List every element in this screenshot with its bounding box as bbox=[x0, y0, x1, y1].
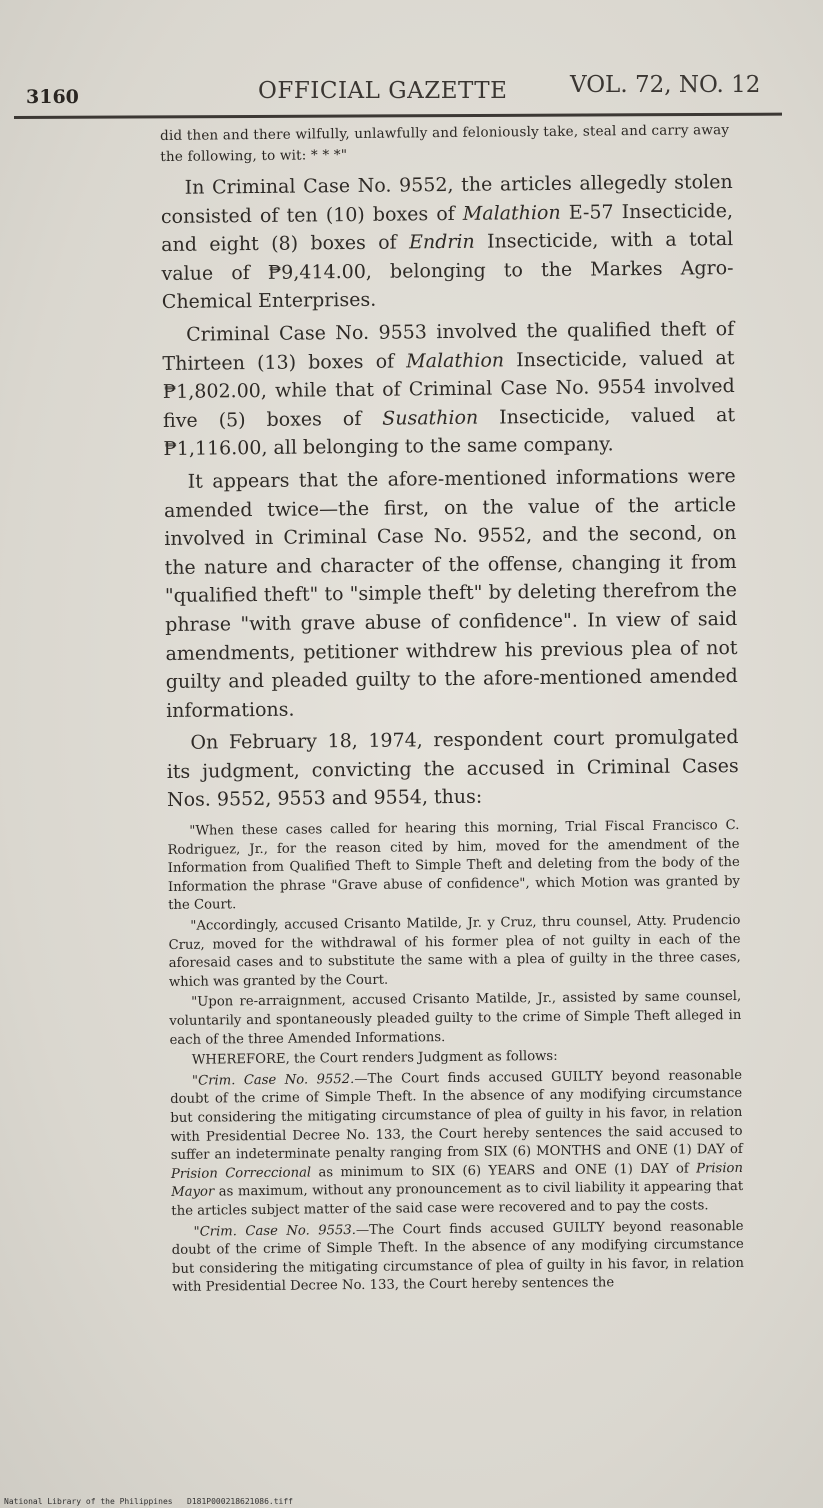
quote-case-9553: "Crim. Case No. 9553.—The Court finds accused GUILTY beyond reasonable doubt of the crime of Simple Theft. In the absence of any modifying circumstance but considering the mitigating circumstance of plea of guilty in his favor, in relation with Presidential Decree No. 133, the Court hereby sentences the bbox=[171, 1218, 745, 1296]
paragraph-judgment-intro: On February 18, 1974, respondent court promulgated its judgment, convicting the accused in Criminal Cases Nos. 9552, 9553 and 9554, thus: bbox=[166, 726, 739, 812]
paragraph-case-9552: In Criminal Case No. 9552, the articles allegedly stolen consisted of ten (10) boxes of Malathion E-57 Insecticide, and eight (8) boxes of Endrin Insecticide, with a total value of ₱9,414.00, belonging to the Markes Agro-Chemical Enterprises. bbox=[160, 171, 734, 314]
article-body bbox=[160, 120, 744, 1298]
paragraph-case-9553-9554: Criminal Case No. 9553 involved the qualified theft of Thirteen (13) boxes of Malathion Insecticide, valued at ₱1,802.00, while that of Criminal Case No. 9554 involved five (5) boxes of Susathion Insecticide, valued at ₱1,116.00, all belonging to the same company. bbox=[162, 317, 736, 461]
page-number: 3160 bbox=[26, 86, 79, 108]
header-rule bbox=[14, 113, 782, 119]
footer-library: National Library of the Philippines bbox=[4, 1497, 173, 1506]
publication-title: OFFICIAL GAZETTE bbox=[258, 78, 508, 104]
scan-footer bbox=[4, 1497, 293, 1507]
quote-hearing: "When these cases called for hearing this morning, Trial Fiscal Francisco C. Rodriguez, Jr., for the reason cited by him, moved for the amendment of the Information from Qualified Theft to Simple Theft and deleting from the body of the Information the phrase "Grave abuse of confidence", which Motion was granted by the Court. bbox=[167, 818, 741, 914]
volume-number: VOL. 72, NO. 12 bbox=[570, 72, 761, 98]
quote-withdrawal: "Accordingly, accused Crisanto Matilde, Jr. y Cruz, thru counsel, Atty. Prudencio Cruz, moved for the withdrawal of his former plea of not guilty in each of the aforesaid cases and to substitute the same with a plea of guilty in the three cases, which was granted by the Court. bbox=[168, 912, 741, 990]
quote-case-9552: "Crim. Case No. 9552.—The Court finds accused GUILTY beyond reasonable doubt of the crime of Simple Theft. In the absence of any modifying circumstance but considering the mitigating circumstance of plea of guilty in his favor, in relation with Presidential Decree No. 133, the Court hereby sentences the said accused to suffer an indeterminate penalty ranging from SIX (6) MONTHS and ONE (1) DAY of Prision Correccional as minimum to SIX (6) YEARS and ONE (1) DAY of Prision Mayor as maximum, without any pronouncement as to civil liability it appearing that the articles subject matter of the said case were recovered and to pay the costs. bbox=[170, 1067, 744, 1219]
quote-rearraignment: "Upon re-arraignment, accused Crisanto Matilde, Jr., assisted by same counsel, voluntarily and spontaneously pleaded guilty to the crime of Simple Theft alleged in each of the three Amended Informations. bbox=[169, 989, 742, 1048]
paragraph-amendments: It appears that the afore-mentioned informations were amended twice—the first, on the value of the article involved in Criminal Case No. 9552, and the second, on the nature and character of the offense, changing it from "qualified theft" to "simple theft" by deleting therefrom the phrase "with grave abuse of confidence". In view of said amendments, petitioner withdrew his previous plea of not guilty and pleaded guilty to the afore-mentioned amended informations. bbox=[163, 464, 738, 722]
quote-wherefore: WHEREFORE, the Court renders Judgment as follows: bbox=[191, 1049, 558, 1068]
paragraph-continuation: did then and there wilfully, unlawfully and feloniously take, steal and carry away the following, to wit: * * *" bbox=[160, 122, 730, 165]
footer-file: D181P000218621086.tiff bbox=[187, 1497, 293, 1506]
